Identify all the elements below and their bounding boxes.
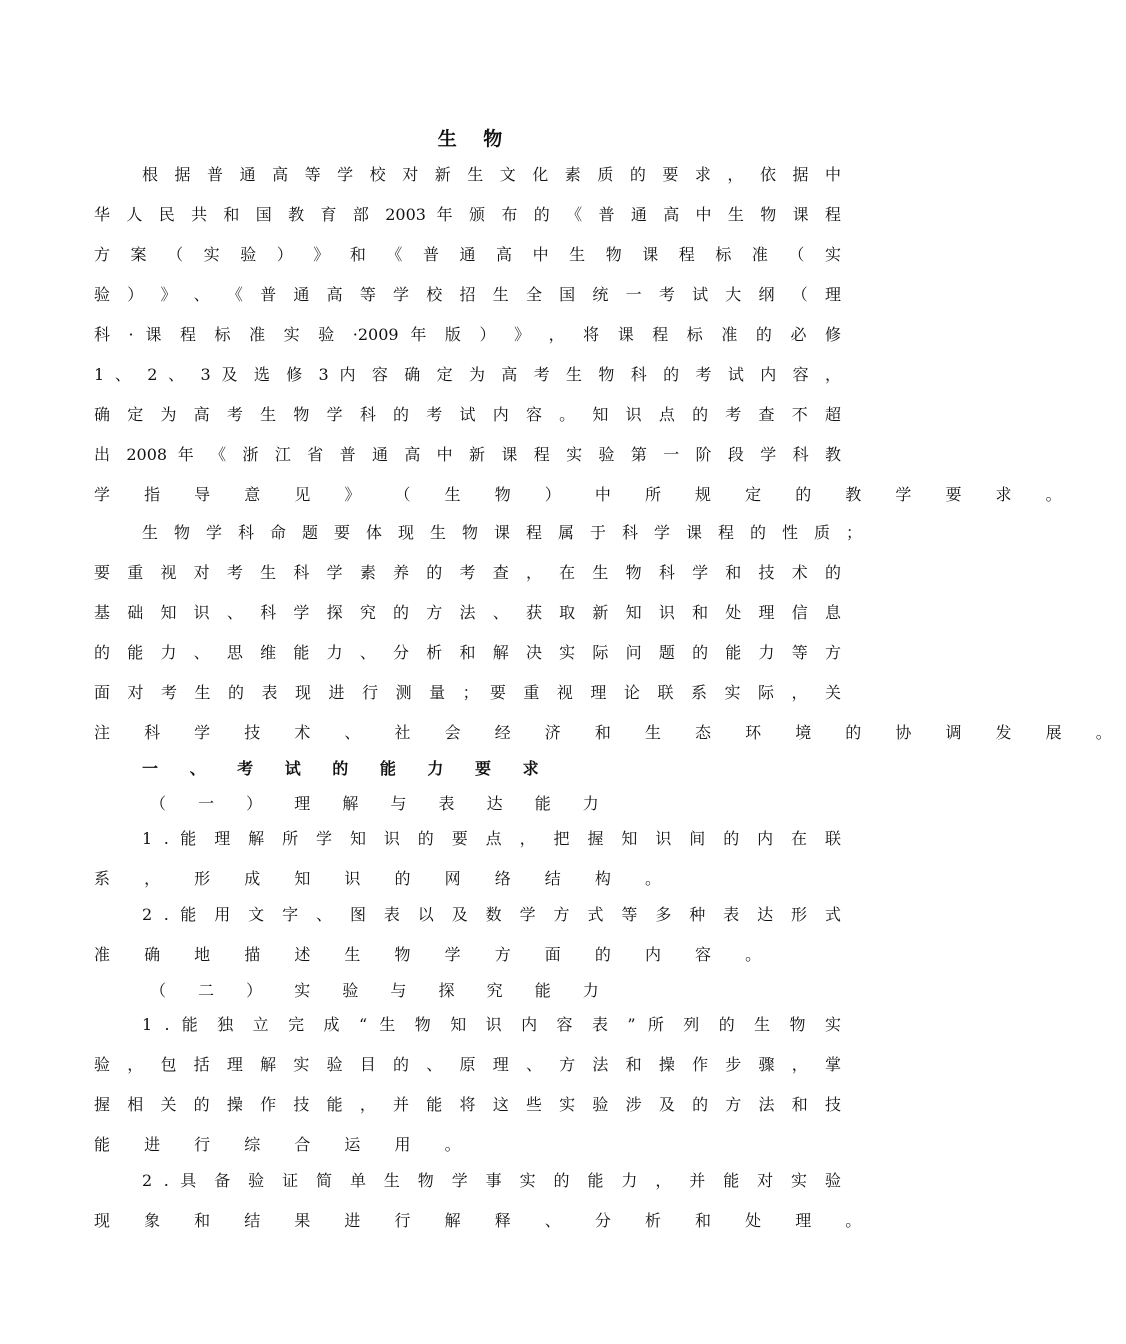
para2-line: 生 物 学 科 命 题 要 体 现 生 物 课 程 属 于 科 学 课 程 的 性 质 ； [142, 523, 862, 542]
item-line: 握 相 关 的 操 作 技 能 ， 并 能 将 这 些 实 验 涉 及 的 方 法 和 技 [94, 1095, 841, 1114]
item-line: 1 . 能 独 立 完 成 “ 生 物 知 识 内 容 表 ” 所 列 的 生 物 实 [142, 1015, 841, 1034]
intro-line: 验 ） 》 、 《 普 通 高 等 学 校 招 生 全 国 统 一 考 试 大 纲 （ 理 [94, 285, 841, 304]
item-line: 准 确 地 描 述 生 物 学 方 面 的 内 容 。 [94, 945, 776, 964]
para2-line: 基 础 知 识 、 科 学 探 究 的 方 法 、 获 取 新 知 识 和 处 理 信 息 [94, 603, 841, 622]
subsection-heading: （ 二 ） 实 验 与 探 究 能 力 [150, 981, 613, 1000]
item-line: 验 ， 包 括 理 解 实 验 目 的 、 原 理 、 方 法 和 操 作 步 骤 ， 掌 [94, 1055, 841, 1074]
item-line: 2 . 能 用 文 字 、 图 表 以 及 数 学 方 式 等 多 种 表 达 形 式 [142, 905, 841, 924]
para2-line: 的 能 力 、 思 维 能 力 、 分 析 和 解 决 实 际 问 题 的 能 力 等 方 [94, 643, 841, 662]
subsection-heading: （ 一 ） 理 解 与 表 达 能 力 [150, 794, 613, 813]
intro-line: 出 2008 年 《 浙 江 省 普 通 高 中 新 课 程 实 验 第 一 阶 段 学 科 教 [94, 445, 841, 464]
intro-line: 华 人 民 共 和 国 教 育 部 2003 年 颁 布 的 《 普 通 高 中 生 物 课 程 [94, 205, 841, 224]
page-title: 生 物 [437, 128, 513, 150]
intro-line: 方 案 （ 实 验 ） 》 和 《 普 通 高 中 生 物 课 程 标 准 （ 实 [94, 245, 841, 264]
intro-line: 根 据 普 通 高 等 学 校 对 新 生 文 化 素 质 的 要 求 ， 依 据 中 [142, 165, 841, 184]
item-line: 2 . 具 备 验 证 简 单 生 物 学 事 实 的 能 力 ， 并 能 对 实 验 [142, 1171, 841, 1190]
item-line: 1 . 能 理 解 所 学 知 识 的 要 点 ， 把 握 知 识 间 的 内 在 联 [142, 829, 841, 848]
para2-line: 要 重 视 对 考 生 科 学 素 养 的 考 查 ， 在 生 物 科 学 和 技 术 的 [94, 563, 841, 582]
item-line: 系 ， 形 成 知 识 的 网 络 结 构 。 [94, 869, 676, 888]
intro-line: 学 指 导 意 见 》 （ 生 物 ） 中 所 规 定 的 教 学 要 求 。 [94, 485, 1077, 504]
para2-line: 面 对 考 生 的 表 现 进 行 测 量 ； 要 重 视 理 论 联 系 实 际 ， 关 [94, 683, 841, 702]
intro-line: 确 定 为 高 考 生 物 学 科 的 考 试 内 容 。 知 识 点 的 考 查 不 超 [94, 405, 841, 424]
para2-line: 注 科 学 技 术 、 社 会 经 济 和 生 态 环 境 的 协 调 发 展 。 [94, 723, 1126, 742]
item-line: 现 象 和 结 果 进 行 解 释 、 分 析 和 处 理 。 [94, 1211, 876, 1230]
section-heading: 一 、 考 试 的 能 力 要 求 [142, 759, 552, 778]
intro-line: 科 · 课 程 标 准 实 验 ·2009 年 版 ） 》 ， 将 课 程 标 准 的 必 修 [94, 325, 841, 344]
intro-line: 1 、 2 、 3 及 选 修 3 内 容 确 定 为 高 考 生 物 科 的 考 试 内 容 ， [94, 365, 841, 384]
item-line: 能 进 行 综 合 运 用 。 [94, 1135, 476, 1154]
